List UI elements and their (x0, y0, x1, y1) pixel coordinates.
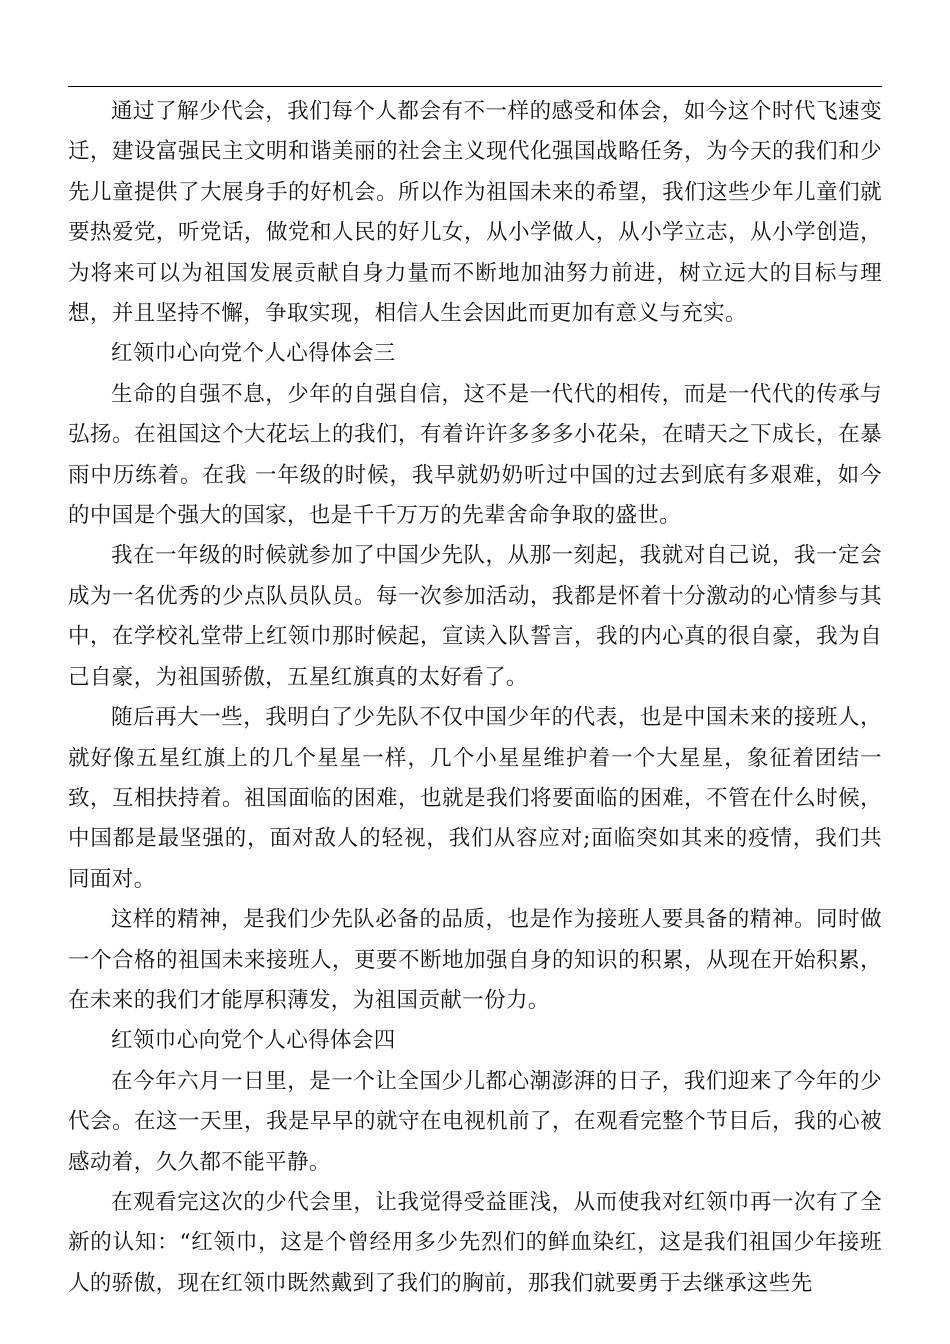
paragraph-7: 在观看完这次的少代会里，让我觉得受益匪浅，从而使我对红领巾再一次有了全新的认知：“红领巾，这是个曾经用多少先烈们的鲜血染红，这是我们祖国少年接班人的骄傲，现在红领巾既然戴到了我们的胸前，那我们就要勇于去继承这些先 (68, 1189, 882, 1296)
paragraph-1: 通过了解少代会，我们每个人都会有不一样的感受和体会，如今这个时代飞速变迁，建设富强民主文明和谐美丽的社会主义现代化强国战略任务，为今天的我们和少先儿童提供了大展身手的好机会。所以作为祖国未来的希望，我们这些少年儿童们就要热爱党，听党话，做党和人民的好儿女，从小学做人，从小学立志，从小学创造，为将来可以为祖国发展贡献自身力量而不断地加油努力前进，树立远大的目标与理想，并且坚持不懈，争取实现，相信人生会因此而更加有意义与充实。 (68, 99, 882, 327)
paragraph-4: 随后再大一些，我明白了少先队不仅中国少年的代表，也是中国未来的接班人，就好像五星红旗上的几个星星一样，几个小星星维护着一个大星星，象征着团结一致，互相扶持着。祖国面临的困难，也就是我们将要面临的困难，不管在什么时候，中国都是最坚强的，面对敌人的轻视，我们从容应对;面临突如其来的疫情，我们共同面对。 (68, 705, 882, 892)
paragraph-3: 我在一年级的时候就参加了中国少先队，从那一刻起，我就对自己说，我一定会成为一名优秀的少点队员队员。每一次参加活动，我都是怀着十分激动的心情参与其中，在学校礼堂带上红领巾那时候起，宣读入队誓言，我的内心真的很自豪，我为自己自豪，为祖国骄傲，五星红旗真的太好看了。 (68, 543, 882, 690)
paragraph-2: 生命的自强不息，少年的自强自信，这不是一代代的相传，而是一代代的传承与弘扬。在祖国这个大花坛上的我们，有着许许多多多小花朵，在晴天之下成长，在暴雨中历练着。在我 一年级的时候，我早就奶奶听过中国的过去到底有多艰难，如今的中国是个强大的国家，也是千千万万的先辈舍命争取的盛世。 (68, 381, 882, 529)
document-body (68, 92, 882, 1304)
section-heading-4: 红领巾心向党个人心得体会四 (111, 1028, 396, 1054)
section-heading-3: 红领巾心向党个人心得体会三 (111, 341, 396, 367)
header-rule (68, 86, 882, 87)
paragraph-5: 这样的精神，是我们少先队必备的品质，也是作为接班人要具备的精神。同时做一个合格的祖国未来接班人，更要不断地加强自身的知识的积累，从现在开始积累，在未来的我们才能厚积薄发，为祖国贡献一份力。 (68, 907, 882, 1013)
paragraph-6: 在今年六月一日里，是一个让全国少儿都心潮澎湃的日子，我们迎来了今年的少代会。在这一天里，我是早早的就守在电视机前了，在观看完整个节目后，我的心被感动着，久久都不能平静。 (68, 1068, 882, 1175)
